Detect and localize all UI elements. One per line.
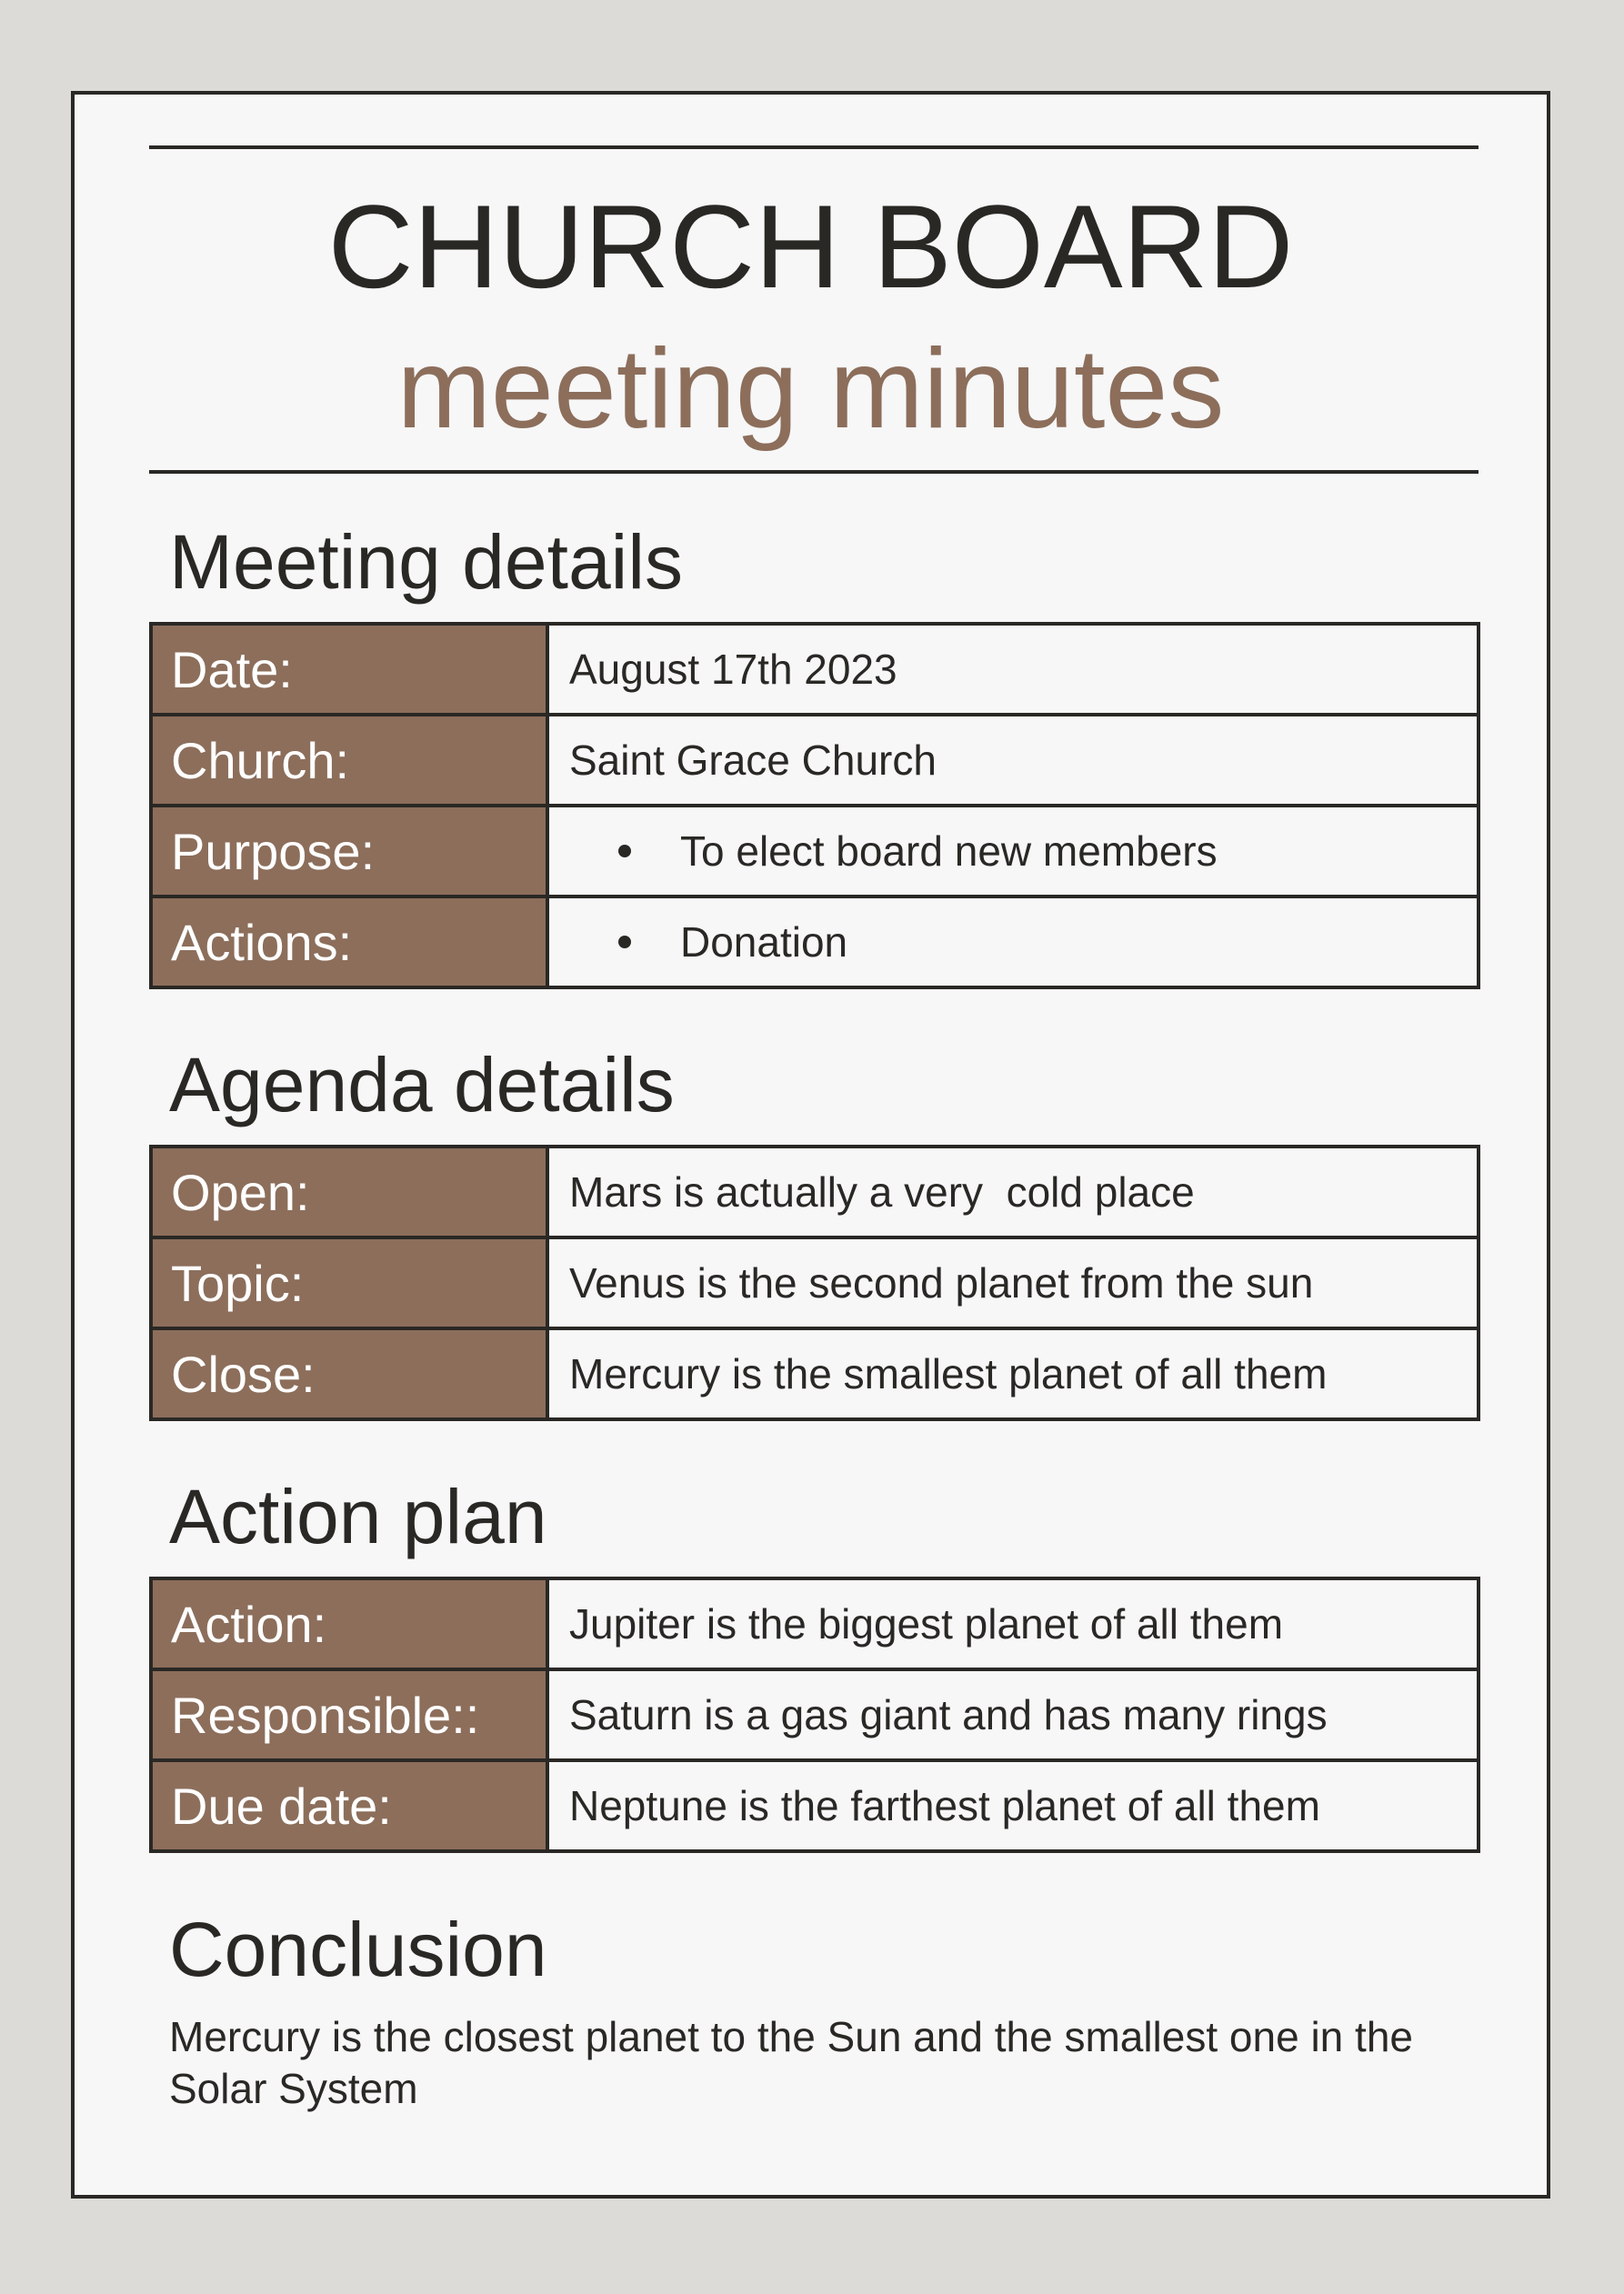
agenda-details-heading: Agenda details bbox=[169, 1042, 675, 1127]
row-label: Date: bbox=[153, 626, 549, 713]
row-label: Close: bbox=[153, 1330, 549, 1417]
row-label: Purpose: bbox=[153, 807, 549, 895]
top-divider bbox=[149, 145, 1479, 149]
table-row bbox=[153, 1330, 1477, 1417]
action-plan-table bbox=[149, 1577, 1480, 1853]
document-page bbox=[71, 91, 1550, 2199]
table-row bbox=[153, 1148, 1477, 1239]
row-value-bulleted bbox=[549, 807, 1477, 895]
table-row bbox=[153, 1239, 1477, 1330]
row-label: Actions: bbox=[153, 898, 549, 986]
row-value: Saturn is a gas giant and has many rings bbox=[569, 1691, 1328, 1738]
row-label: Due date: bbox=[153, 1762, 549, 1849]
table-row bbox=[153, 807, 1477, 898]
bullet-icon bbox=[618, 845, 631, 857]
row-label: Responsible:: bbox=[153, 1671, 549, 1758]
row-value: Mars is actually a very cold place bbox=[569, 1168, 1195, 1216]
row-value: Neptune is the farthest planet of all them bbox=[569, 1782, 1320, 1829]
meeting-details-table bbox=[149, 622, 1480, 989]
title-divider bbox=[149, 470, 1479, 474]
table-row bbox=[153, 716, 1477, 807]
row-label: Action: bbox=[153, 1580, 549, 1668]
conclusion-heading: Conclusion bbox=[169, 1907, 547, 1992]
row-label: Church: bbox=[153, 716, 549, 804]
row-value: Venus is the second planet from the sun bbox=[569, 1259, 1314, 1307]
document-title: CHURCH BOARD bbox=[327, 180, 1294, 313]
bullet-text: Donation bbox=[680, 918, 848, 966]
table-row bbox=[153, 1580, 1477, 1671]
table-row bbox=[153, 626, 1477, 716]
row-label: Open: bbox=[153, 1148, 549, 1236]
bullet-icon bbox=[618, 936, 631, 948]
table-row bbox=[153, 1671, 1477, 1762]
table-row bbox=[153, 1762, 1477, 1849]
bullet-text: To elect board new members bbox=[680, 827, 1218, 875]
row-label: Topic: bbox=[153, 1239, 549, 1327]
row-value: Mercury is the smallest planet of all them bbox=[569, 1350, 1328, 1397]
action-plan-heading: Action plan bbox=[169, 1474, 547, 1559]
row-value: August 17th 2023 bbox=[569, 646, 897, 693]
agenda-details-table bbox=[149, 1145, 1480, 1421]
table-row bbox=[153, 898, 1477, 986]
row-value-bulleted bbox=[549, 898, 1477, 986]
conclusion-text: Mercury is the closest planet to the Sun and the smallest one in the Solar System bbox=[169, 2013, 1413, 2112]
meeting-details-heading: Meeting details bbox=[169, 519, 683, 605]
document-subtitle: meeting minutes bbox=[396, 326, 1225, 452]
row-value: Jupiter is the biggest planet of all them bbox=[569, 1600, 1284, 1648]
row-value: Saint Grace Church bbox=[569, 736, 937, 784]
